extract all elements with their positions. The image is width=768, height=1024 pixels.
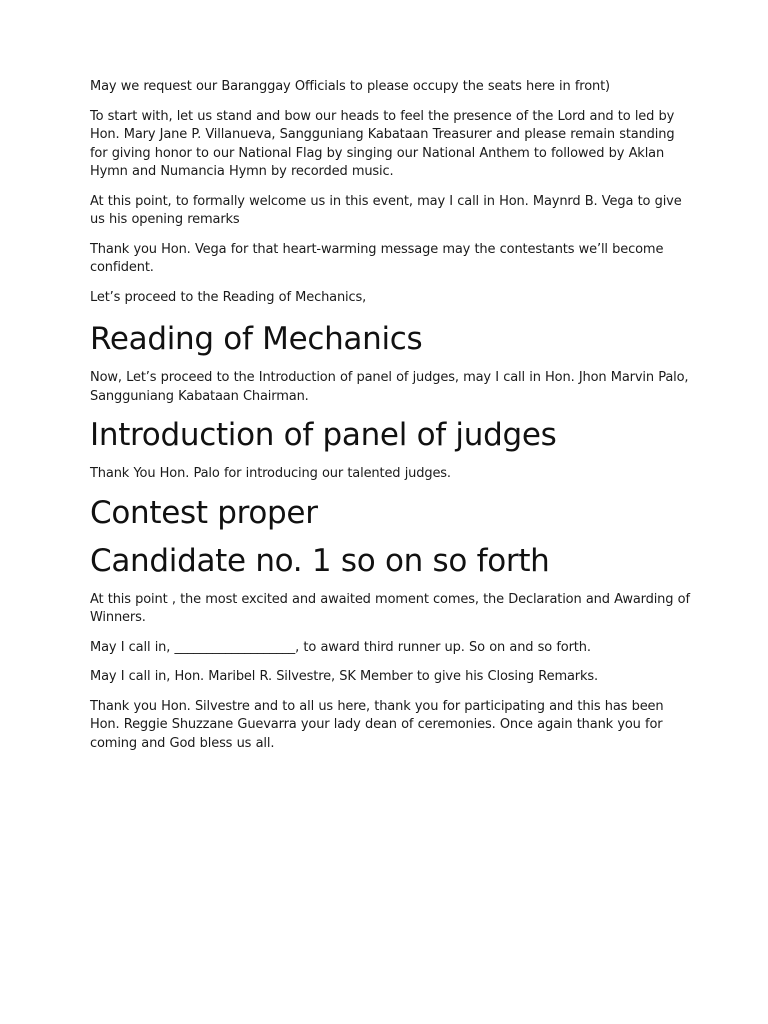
paragraph-proceed-mechanics: Let’s proceed to the Reading of Mechanics, bbox=[90, 289, 367, 305]
document-page bbox=[90, 78, 690, 764]
paragraph-introduction-judges: Now, Let’s proceed to the Introduction of panel of judges, may I call in Hon. Jhon Marvin Palo, Sangguniang Kabataan Chairman. bbox=[90, 370, 689, 404]
paragraph-closing-remarks: May I call in, Hon. Maribel R. Silvestre, SK Member to give his Closing Remarks. bbox=[90, 669, 598, 684]
paragraph-final-thanks: Thank you Hon. Silvestre and to all us here, thank you for participating and this has been Hon. Reggie Shuzzane Guevarra your lady dean of ceremonies. Once again thank you for coming and God bless us all. bbox=[90, 698, 664, 751]
paragraph-seating-request: May we request our Baranggay Officials to please occupy the seats here in front) bbox=[90, 79, 610, 94]
paragraph-opening-remarks: At this point, to formally welcome us in this event, may I call in Hon. Maynrd B. Vega to give us his opening remarks bbox=[90, 193, 682, 227]
heading-candidate-no-1: Candidate no. 1 so on so forth bbox=[90, 542, 550, 579]
paragraph-award-third-runner-up: May I call in, ___________________, to award third runner up. So on and so forth. bbox=[90, 639, 591, 655]
heading-contest-proper: Contest proper bbox=[90, 494, 318, 531]
paragraph-declaration-winners: At this point , the most excited and awaited moment comes, the Declaration and Awarding of Winners. bbox=[90, 591, 690, 625]
paragraph-invocation-anthem: To start with, let us stand and bow our heads to feel the presence of the Lord and to led by Hon. Mary Jane P. Villanueva, Sangguniang Kabataan Treasurer and please remain standing for giving honor to our National Flag by singing our National Anthem to followed by Aklan Hymn and Numancia Hymn by recorded music. bbox=[90, 108, 675, 179]
heading-reading-of-mechanics: Reading of Mechanics bbox=[90, 321, 423, 357]
heading-introduction-panel-of-judges: Introduction of panel of judges bbox=[90, 417, 557, 453]
paragraph-thank-palo: Thank You Hon. Palo for introducing our talented judges. bbox=[90, 466, 451, 481]
paragraph-thank-vega: Thank you Hon. Vega for that heart-warming message may the contestants we’ll become confident. bbox=[90, 241, 664, 275]
